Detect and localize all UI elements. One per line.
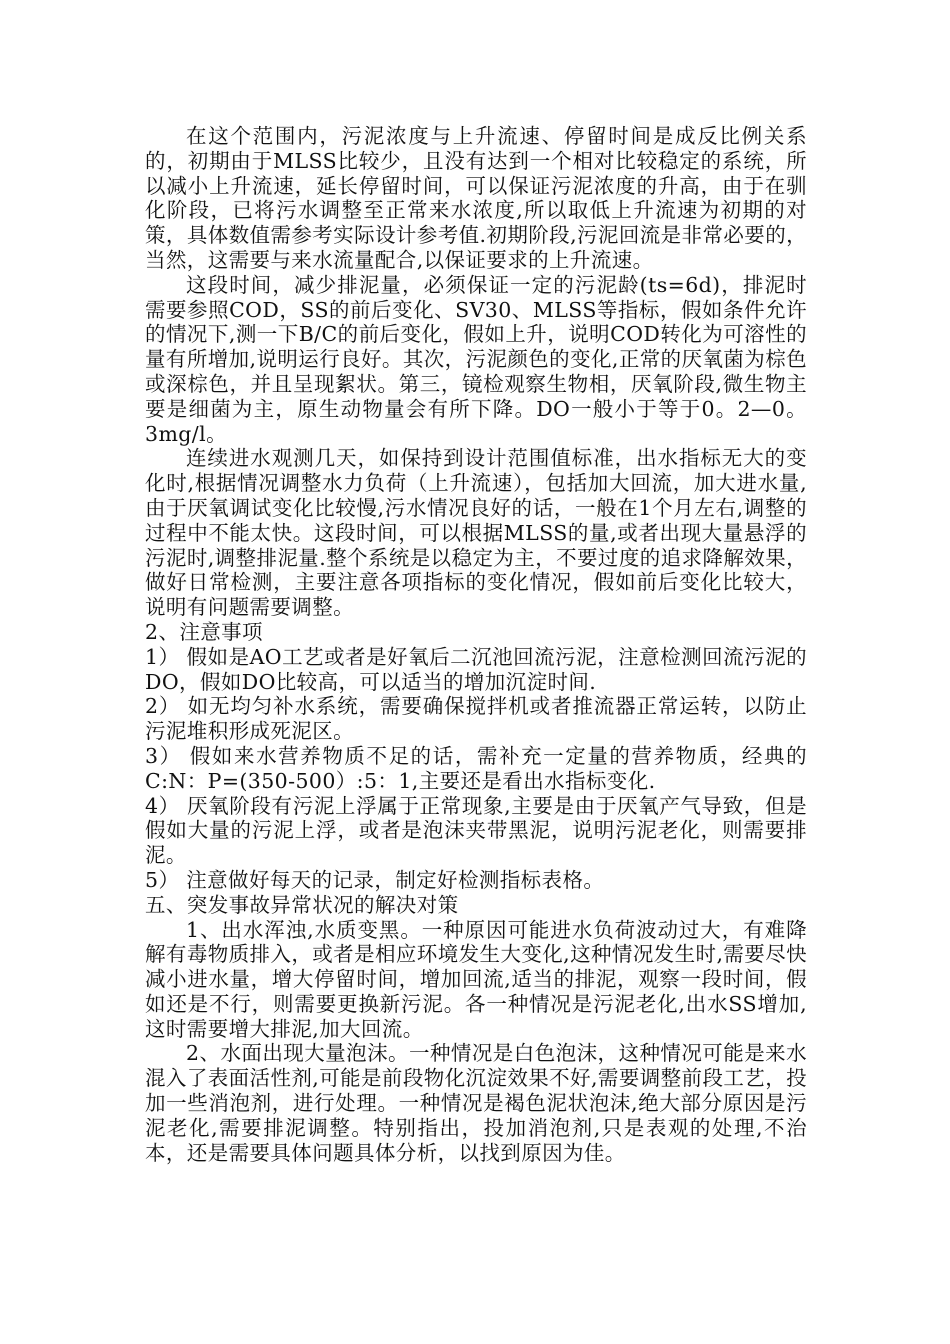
list-item-3: 3） 假如来水营养物质不足的话，需补充一定量的营养物质，经典的C:N：P=(350-500）:5：1,主要还是看出水指标变化. — [145, 743, 807, 793]
list-item-5: 5） 注意做好每天的记录，制定好检测指标表格。 — [145, 867, 605, 892]
paragraph-sludge-discharge: 这段时间，减少排泥量，必须保证一定的污泥龄(ts=6d)，排泥时需要参照COD，SS的前后变化、SV30、MLSS等指标，假如条件允许的情况下,测一下B/C的前后变化，假如上升，说明COD转化为可溶性的量有所增加,说明运行良好。其次，污泥颜色的变化,正常的厌氧菌为棕色或深棕色，并且呈现絮状。第三，镜检观察生物相，厌氧阶段,微生物主要是细菌为主，原生动物量会有所下降。DO一般小于等于0。2—0。3mg/l。 — [145, 272, 807, 446]
section-heading-emergency: 五、突发事故异常状况的解决对策 — [145, 892, 459, 917]
section-heading-precautions: 2、注意事项 — [145, 619, 263, 644]
list-item-1: 1） 假如是AO工艺或者是好氧后二沉池回流污泥，注意检测回流污泥的DO，假如DO比较高，可以适当的增加沉淀时间. — [145, 644, 807, 694]
document-page — [145, 124, 807, 1165]
paragraph-foam: 2、水面出现大量泡沫。一种情况是白色泡沫，这种情况可能是来水混入了表面活性剂,可能是前段物化沉淀效果不好,需要调整前段工艺，投加一些消泡剂，进行处理。一种情况是褐色泥状泡沫,绝大部分原因是污泥老化,需要排泥调整。特别指出，投加消泡剂,只是表观的处理,不治本，还是需要具体问题具体分析，以找到原因为佳。 — [145, 1041, 807, 1165]
paragraph-turbid-water: 1、出水浑浊,水质变黑。一种原因可能进水负荷波动过大，有难降解有毒物质排入，或者是相应环境发生大变化,这种情况发生时,需要尽快减小进水量，增大停留时间，增加回流,适当的排泥，观察一段时间，假如还是不行，则需要更换新污泥。各一种情况是污泥老化,出水SS增加,这时需要增大排泥,加大回流。 — [145, 917, 807, 1041]
list-item-2: 2） 如无均匀补水系统，需要确保搅拌机或者推流器正常运转，以防止污泥堆积形成死泥区。 — [145, 694, 807, 744]
paragraph-sludge-concentration: 在这个范围内，污泥浓度与上升流速、停留时间是成反比例关系的，初期由于MLSS比较少，且没有达到一个相对比较稳定的系统，所以减小上升流速，延长停留时间，可以保证污泥浓度的升高，由于在驯化阶段，已将污水调整至正常来水浓度,所以取低上升流速为初期的对策，具体数值需参考实际设计参考值.初期阶段,污泥回流是非常必要的，当然，这需要与来水流量配合,以保证要求的上升流速。 — [145, 124, 807, 272]
paragraph-continuous-inflow: 连续进水观测几天，如保持到设计范围值标准，出水指标无大的变化时,根据情况调整水力负荷（上升流速），包括加大回流，加大进水量,由于厌氧调试变化比较慢,污水情况良好的话，一般在1个月左右,调整的过程中不能太快。这段时间，可以根据MLSS的量,或者出现大量悬浮的污泥时,调整排泥量.整个系统是以稳定为主，不要过度的追求降解效果，做好日常检测，主要注意各项指标的变化情况，假如前后变化比较大，说明有问题需要调整。 — [145, 446, 807, 620]
list-item-4: 4） 厌氧阶段有污泥上浮属于正常现象,主要是由于厌氧产气导致，但是假如大量的污泥上浮，或者是泡沫夹带黑泥，说明污泥老化，则需要排泥。 — [145, 793, 807, 868]
